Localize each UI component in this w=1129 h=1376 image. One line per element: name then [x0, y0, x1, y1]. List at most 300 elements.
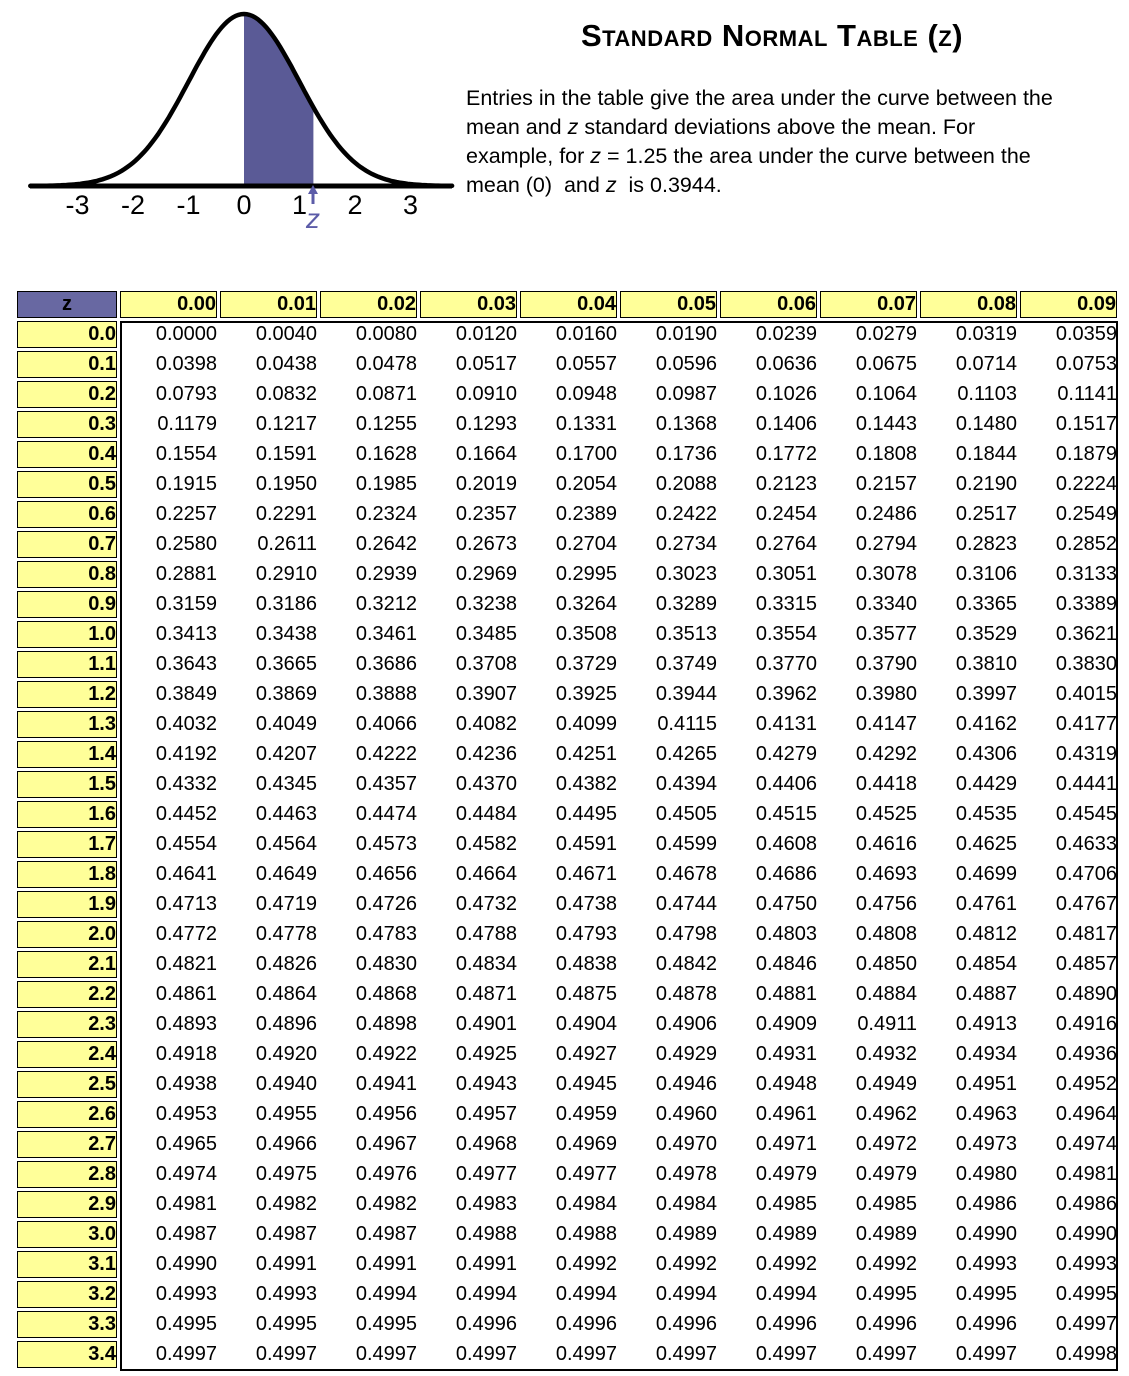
- table-cell: 0.0040: [220, 321, 317, 348]
- table-cell: 0.4750: [720, 891, 817, 918]
- table-row: [17, 561, 1117, 588]
- table-cell: 0.2704: [520, 531, 617, 558]
- table-cell: 0.2517: [920, 501, 1017, 528]
- table-cell: 0.4984: [520, 1191, 617, 1218]
- table-cell: 0.4474: [320, 801, 417, 828]
- table-cell: 0.4616: [820, 831, 917, 858]
- table-cell: 0.4817: [1020, 921, 1117, 948]
- table-cell: 0.4505: [620, 801, 717, 828]
- table-cell: 0.4964: [1020, 1101, 1117, 1128]
- row-label: 0.1: [17, 351, 117, 378]
- table-cell: 0.4686: [720, 861, 817, 888]
- table-cell: 0.4961: [720, 1101, 817, 1128]
- table-cell: 0.3133: [1020, 561, 1117, 588]
- table-cell: 0.4996: [820, 1311, 917, 1338]
- table-cell: 0.2224: [1020, 471, 1117, 498]
- table-cell: 0.4980: [920, 1161, 1017, 1188]
- table-cell: 0.4591: [520, 831, 617, 858]
- table-row: [17, 1071, 1117, 1098]
- table-cell: 0.4973: [920, 1131, 1017, 1158]
- table-cell: 0.4989: [820, 1221, 917, 1248]
- table-cell: 0.4861: [120, 981, 217, 1008]
- table-cell: 0.4987: [220, 1221, 317, 1248]
- table-cell: 0.4783: [320, 921, 417, 948]
- table-cell: 0.0239: [720, 321, 817, 348]
- table-cell: 0.0190: [620, 321, 717, 348]
- z-table: [14, 288, 1120, 1371]
- table-cell: 0.1628: [320, 441, 417, 468]
- table-row: [17, 1011, 1117, 1038]
- table-cell: 0.1736: [620, 441, 717, 468]
- table-cell: 0.4319: [1020, 741, 1117, 768]
- table-cell: 0.3023: [620, 561, 717, 588]
- table-cell: 0.4997: [420, 1341, 517, 1368]
- table-cell: 0.4803: [720, 921, 817, 948]
- table-cell: 0.1985: [320, 471, 417, 498]
- table-cell: 0.4997: [920, 1341, 1017, 1368]
- table-cell: 0.2422: [620, 501, 717, 528]
- row-label: 2.0: [17, 921, 117, 948]
- table-corner-cell: z: [17, 291, 117, 318]
- table-row: [17, 1341, 1117, 1368]
- table-cell: 0.4441: [1020, 771, 1117, 798]
- table-cell: 0.4985: [720, 1191, 817, 1218]
- table-cell: 0.4994: [420, 1281, 517, 1308]
- table-cell: 0.2486: [820, 501, 917, 528]
- table-cell: 0.0987: [620, 381, 717, 408]
- table-cell: 0.1443: [820, 411, 917, 438]
- table-row: [17, 1191, 1117, 1218]
- row-label: 1.6: [17, 801, 117, 828]
- table-cell: 0.4890: [1020, 981, 1117, 1008]
- table-cell: 0.4846: [720, 951, 817, 978]
- table-cell: 0.4995: [220, 1311, 317, 1338]
- table-cell: 0.4991: [220, 1251, 317, 1278]
- row-label: 2.8: [17, 1161, 117, 1188]
- table-cell: 0.2881: [120, 561, 217, 588]
- table-cell: 0.4345: [220, 771, 317, 798]
- table-cell: 0.4959: [520, 1101, 617, 1128]
- table-cell: 0.4968: [420, 1131, 517, 1158]
- table-cell: 0.4995: [820, 1281, 917, 1308]
- table-cell: 0.4236: [420, 741, 517, 768]
- table-cell: 0.4756: [820, 891, 917, 918]
- table-cell: 0.4251: [520, 741, 617, 768]
- table-cell: 0.1879: [1020, 441, 1117, 468]
- table-cell: 0.4808: [820, 921, 917, 948]
- table-cell: 0.4918: [120, 1041, 217, 1068]
- table-cell: 0.4896: [220, 1011, 317, 1038]
- table-cell: 0.4997: [820, 1341, 917, 1368]
- table-cell: 0.4649: [220, 861, 317, 888]
- table-cell: 0.4994: [520, 1281, 617, 1308]
- table-cell: 0.4996: [620, 1311, 717, 1338]
- table-cell: 0.3749: [620, 651, 717, 678]
- table-cell: 0.2088: [620, 471, 717, 498]
- table-cell: 0.4913: [920, 1011, 1017, 1038]
- table-cell: 0.4998: [1020, 1341, 1117, 1368]
- row-label: 0.3: [17, 411, 117, 438]
- table-cell: 0.4946: [620, 1071, 717, 1098]
- table-row: [17, 981, 1117, 1008]
- table-cell: 0.4986: [1020, 1191, 1117, 1218]
- row-label: 3.3: [17, 1311, 117, 1338]
- table-row: [17, 1041, 1117, 1068]
- table-cell: 0.4960: [620, 1101, 717, 1128]
- table-cell: 0.4996: [720, 1311, 817, 1338]
- table-cell: 0.4901: [420, 1011, 517, 1038]
- table-cell: 0.2969: [420, 561, 517, 588]
- table-cell: 0.4974: [1020, 1131, 1117, 1158]
- table-row: [17, 711, 1117, 738]
- table-cell: 0.1255: [320, 411, 417, 438]
- table-cell: 0.4995: [320, 1311, 417, 1338]
- table-cell: 0.2673: [420, 531, 517, 558]
- row-label: 3.2: [17, 1281, 117, 1308]
- table-row: [17, 531, 1117, 558]
- table-cell: 0.0675: [820, 351, 917, 378]
- table-cell: 0.4969: [520, 1131, 617, 1158]
- table-cell: 0.4868: [320, 981, 417, 1008]
- table-cell: 0.4641: [120, 861, 217, 888]
- table-cell: 0.4953: [120, 1101, 217, 1128]
- table-cell: 0.3438: [220, 621, 317, 648]
- table-cell: 0.4927: [520, 1041, 617, 1068]
- table-cell: 0.4850: [820, 951, 917, 978]
- row-label: 0.4: [17, 441, 117, 468]
- table-cell: 0.1217: [220, 411, 317, 438]
- table-cell: 0.4951: [920, 1071, 1017, 1098]
- row-label: 1.8: [17, 861, 117, 888]
- table-cell: 0.4788: [420, 921, 517, 948]
- table-cell: 0.4962: [820, 1101, 917, 1128]
- table-cell: 0.2642: [320, 531, 417, 558]
- table-cell: 0.4991: [320, 1251, 417, 1278]
- table-cell: 0.4744: [620, 891, 717, 918]
- table-cell: 0.0120: [420, 321, 517, 348]
- table-cell: 0.4693: [820, 861, 917, 888]
- table-cell: 0.4974: [120, 1161, 217, 1188]
- table-cell: 0.4997: [1020, 1311, 1117, 1338]
- table-cell: 0.0557: [520, 351, 617, 378]
- z-marker: [305, 185, 320, 234]
- table-cell: 0.2852: [1020, 531, 1117, 558]
- table-cell: 0.4162: [920, 711, 1017, 738]
- table-cell: 0.4838: [520, 951, 617, 978]
- table-cell: 0.1591: [220, 441, 317, 468]
- table-cell: 0.4582: [420, 831, 517, 858]
- table-cell: 0.4997: [220, 1341, 317, 1368]
- table-row: [17, 621, 1117, 648]
- x-axis-tick-labels: [65, 190, 418, 220]
- table-cell: 0.3869: [220, 681, 317, 708]
- table-cell: 0.4884: [820, 981, 917, 1008]
- table-cell: 0.4994: [320, 1281, 417, 1308]
- table-cell: 0.0279: [820, 321, 917, 348]
- table-cell: 0.4292: [820, 741, 917, 768]
- table-cell: 0.3212: [320, 591, 417, 618]
- table-cell: 0.4986: [920, 1191, 1017, 1218]
- table-row: [17, 741, 1117, 768]
- table-cell: 0.3849: [120, 681, 217, 708]
- table-cell: 0.4992: [620, 1251, 717, 1278]
- table-cell: 0.3106: [920, 561, 1017, 588]
- table-cell: 0.1179: [120, 411, 217, 438]
- z-table-body: [17, 321, 1117, 1368]
- table-cell: 0.4147: [820, 711, 917, 738]
- table-row: [17, 591, 1117, 618]
- column-header: 0.04: [520, 291, 617, 318]
- table-cell: 0.2910: [220, 561, 317, 588]
- table-cell: 0.2357: [420, 501, 517, 528]
- column-header: 0.01: [220, 291, 317, 318]
- table-cell: 0.3729: [520, 651, 617, 678]
- table-cell: 0.3554: [720, 621, 817, 648]
- table-cell: 0.4854: [920, 951, 1017, 978]
- header-row: [17, 291, 1117, 318]
- table-cell: 0.4452: [120, 801, 217, 828]
- table-cell: 0.4015: [1020, 681, 1117, 708]
- table-cell: 0.4875: [520, 981, 617, 1008]
- curve-outline: [30, 14, 452, 186]
- tick-label: 1: [291, 190, 308, 220]
- table-row: [17, 921, 1117, 948]
- table-cell: 0.2823: [920, 531, 1017, 558]
- table-cell: 0.4988: [420, 1221, 517, 1248]
- table-cell: 0.1368: [620, 411, 717, 438]
- shaded-area: [244, 14, 313, 186]
- table-cell: 0.4463: [220, 801, 317, 828]
- row-label: 2.5: [17, 1071, 117, 1098]
- table-row: [17, 381, 1117, 408]
- table-cell: 0.2291: [220, 501, 317, 528]
- table-cell: 0.1331: [520, 411, 617, 438]
- table-cell: 0.4997: [320, 1341, 417, 1368]
- page-header: [0, 0, 1129, 288]
- table-row: [17, 951, 1117, 978]
- table-cell: 0.1700: [520, 441, 617, 468]
- table-cell: 0.0871: [320, 381, 417, 408]
- table-cell: 0.2995: [520, 561, 617, 588]
- table-cell: 0.4938: [120, 1071, 217, 1098]
- table-cell: 0.0319: [920, 321, 1017, 348]
- table-cell: 0.4981: [120, 1191, 217, 1218]
- table-cell: 0.3962: [720, 681, 817, 708]
- table-cell: 0.2764: [720, 531, 817, 558]
- table-cell: 0.4981: [1020, 1161, 1117, 1188]
- table-cell: 0.4984: [620, 1191, 717, 1218]
- column-header: 0.00: [120, 291, 217, 318]
- row-label: 3.0: [17, 1221, 117, 1248]
- table-cell: 0.3513: [620, 621, 717, 648]
- table-row: [17, 471, 1117, 498]
- table-cell: 0.1950: [220, 471, 317, 498]
- table-row: [17, 501, 1117, 528]
- table-cell: 0.4821: [120, 951, 217, 978]
- table-cell: 0.3264: [520, 591, 617, 618]
- tick-label: 2: [347, 190, 363, 220]
- table-cell: 0.4931: [720, 1041, 817, 1068]
- table-cell: 0.4812: [920, 921, 1017, 948]
- table-cell: 0.4966: [220, 1131, 317, 1158]
- table-cell: 0.4993: [1020, 1251, 1117, 1278]
- row-label: 0.0: [17, 321, 117, 348]
- table-cell: 0.4115: [620, 711, 717, 738]
- tick-label: 3: [402, 190, 419, 220]
- table-cell: 0.4761: [920, 891, 1017, 918]
- table-cell: 0.4996: [520, 1311, 617, 1338]
- table-cell: 0.4699: [920, 861, 1017, 888]
- table-cell: 0.0596: [620, 351, 717, 378]
- row-label: 0.2: [17, 381, 117, 408]
- row-label: 1.7: [17, 831, 117, 858]
- table-cell: 0.0478: [320, 351, 417, 378]
- table-cell: 0.3997: [920, 681, 1017, 708]
- table-cell: 0.3289: [620, 591, 717, 618]
- table-cell: 0.4049: [220, 711, 317, 738]
- table-cell: 0.2454: [720, 501, 817, 528]
- table-cell: 0.4972: [820, 1131, 917, 1158]
- row-label: 3.1: [17, 1251, 117, 1278]
- row-label: 3.4: [17, 1341, 117, 1368]
- table-cell: 0.1293: [420, 411, 517, 438]
- table-cell: 0.2054: [520, 471, 617, 498]
- table-cell: 0.4997: [520, 1341, 617, 1368]
- table-cell: 0.0636: [720, 351, 817, 378]
- table-cell: 0.2157: [820, 471, 917, 498]
- table-cell: 0.4772: [120, 921, 217, 948]
- row-label: 2.7: [17, 1131, 117, 1158]
- tick-label: 0: [236, 190, 252, 220]
- table-cell: 0.4985: [820, 1191, 917, 1218]
- column-header: 0.05: [620, 291, 717, 318]
- table-cell: 0.4995: [120, 1311, 217, 1338]
- table-row: [17, 651, 1117, 678]
- description-text: Entries in the table give the area under the curve between the mean and: [466, 86, 1053, 139]
- table-row: [17, 351, 1117, 378]
- table-cell: 0.4279: [720, 741, 817, 768]
- table-row: [17, 861, 1117, 888]
- table-cell: 0.4909: [720, 1011, 817, 1038]
- table-cell: 0.4881: [720, 981, 817, 1008]
- table-cell: 0.4878: [620, 981, 717, 1008]
- table-cell: 0.4032: [120, 711, 217, 738]
- italic-z: z: [590, 144, 602, 168]
- description-text: standard deviations above the mean. For example, for: [466, 115, 976, 168]
- table-cell: 0.4394: [620, 771, 717, 798]
- table-row: [17, 441, 1117, 468]
- table-cell: 0.0714: [920, 351, 1017, 378]
- table-cell: 0.4713: [120, 891, 217, 918]
- table-cell: 0.2611: [220, 531, 317, 558]
- table-cell: 0.4192: [120, 741, 217, 768]
- table-cell: 0.4993: [920, 1251, 1017, 1278]
- table-cell: 0.4706: [1020, 861, 1117, 888]
- table-cell: 0.4306: [920, 741, 1017, 768]
- table-cell: 0.4971: [720, 1131, 817, 1158]
- table-cell: 0.3413: [120, 621, 217, 648]
- table-cell: 0.4778: [220, 921, 317, 948]
- row-label: 1.2: [17, 681, 117, 708]
- row-label: 2.1: [17, 951, 117, 978]
- table-cell: 0.4963: [920, 1101, 1017, 1128]
- table-cell: 0.2794: [820, 531, 917, 558]
- row-label: 2.2: [17, 981, 117, 1008]
- table-cell: 0.4082: [420, 711, 517, 738]
- table-cell: 0.4671: [520, 861, 617, 888]
- table-cell: 0.2549: [1020, 501, 1117, 528]
- table-cell: 0.4996: [920, 1311, 1017, 1338]
- row-label: 2.6: [17, 1101, 117, 1128]
- table-cell: 0.4484: [420, 801, 517, 828]
- table-cell: 0.4066: [320, 711, 417, 738]
- table-row: [17, 801, 1117, 828]
- table-cell: 0.1772: [720, 441, 817, 468]
- table-cell: 0.4989: [620, 1221, 717, 1248]
- table-cell: 0.1664: [420, 441, 517, 468]
- table-cell: 0.4952: [1020, 1071, 1117, 1098]
- table-cell: 0.4987: [120, 1221, 217, 1248]
- table-cell: 0.4997: [620, 1341, 717, 1368]
- table-cell: 0.3790: [820, 651, 917, 678]
- table-row: [17, 1101, 1117, 1128]
- table-cell: 0.3944: [620, 681, 717, 708]
- table-cell: 0.4418: [820, 771, 917, 798]
- table-cell: 0.1517: [1020, 411, 1117, 438]
- table-cell: 0.1915: [120, 471, 217, 498]
- table-cell: 0.4222: [320, 741, 417, 768]
- row-label: 1.1: [17, 651, 117, 678]
- page-title: Standard Normal Table (z): [580, 18, 964, 53]
- table-cell: 0.0517: [420, 351, 517, 378]
- table-cell: 0.4995: [920, 1281, 1017, 1308]
- table-cell: 0.4726: [320, 891, 417, 918]
- table-cell: 0.4564: [220, 831, 317, 858]
- table-cell: 0.4830: [320, 951, 417, 978]
- table-cell: 0.4131: [720, 711, 817, 738]
- row-label: 1.5: [17, 771, 117, 798]
- table-cell: 0.4982: [320, 1191, 417, 1218]
- table-cell: 0.4929: [620, 1041, 717, 1068]
- column-header: 0.07: [820, 291, 917, 318]
- row-label: 1.4: [17, 741, 117, 768]
- table-cell: 0.3621: [1020, 621, 1117, 648]
- table-cell: 0.4949: [820, 1071, 917, 1098]
- description-text: is 0.3944.: [616, 173, 722, 197]
- table-cell: 0.4857: [1020, 951, 1117, 978]
- table-cell: 0.4911: [820, 1011, 917, 1038]
- title-block: [462, 18, 1082, 200]
- table-cell: 0.4955: [220, 1101, 317, 1128]
- row-label: 0.8: [17, 561, 117, 588]
- table-cell: 0.4864: [220, 981, 317, 1008]
- table-cell: 0.4916: [1020, 1011, 1117, 1038]
- table-cell: 0.4988: [520, 1221, 617, 1248]
- table-cell: 0.0948: [520, 381, 617, 408]
- table-cell: 0.1406: [720, 411, 817, 438]
- table-cell: 0.4177: [1020, 711, 1117, 738]
- table-cell: 0.4554: [120, 831, 217, 858]
- table-cell: 0.4207: [220, 741, 317, 768]
- table-cell: 0.1141: [1020, 381, 1117, 408]
- table-cell: 0.4978: [620, 1161, 717, 1188]
- table-cell: 0.4997: [720, 1341, 817, 1368]
- table-cell: 0.2939: [320, 561, 417, 588]
- table-cell: 0.3051: [720, 561, 817, 588]
- table-cell: 0.4982: [220, 1191, 317, 1218]
- table-cell: 0.1844: [920, 441, 1017, 468]
- table-cell: 0.4678: [620, 861, 717, 888]
